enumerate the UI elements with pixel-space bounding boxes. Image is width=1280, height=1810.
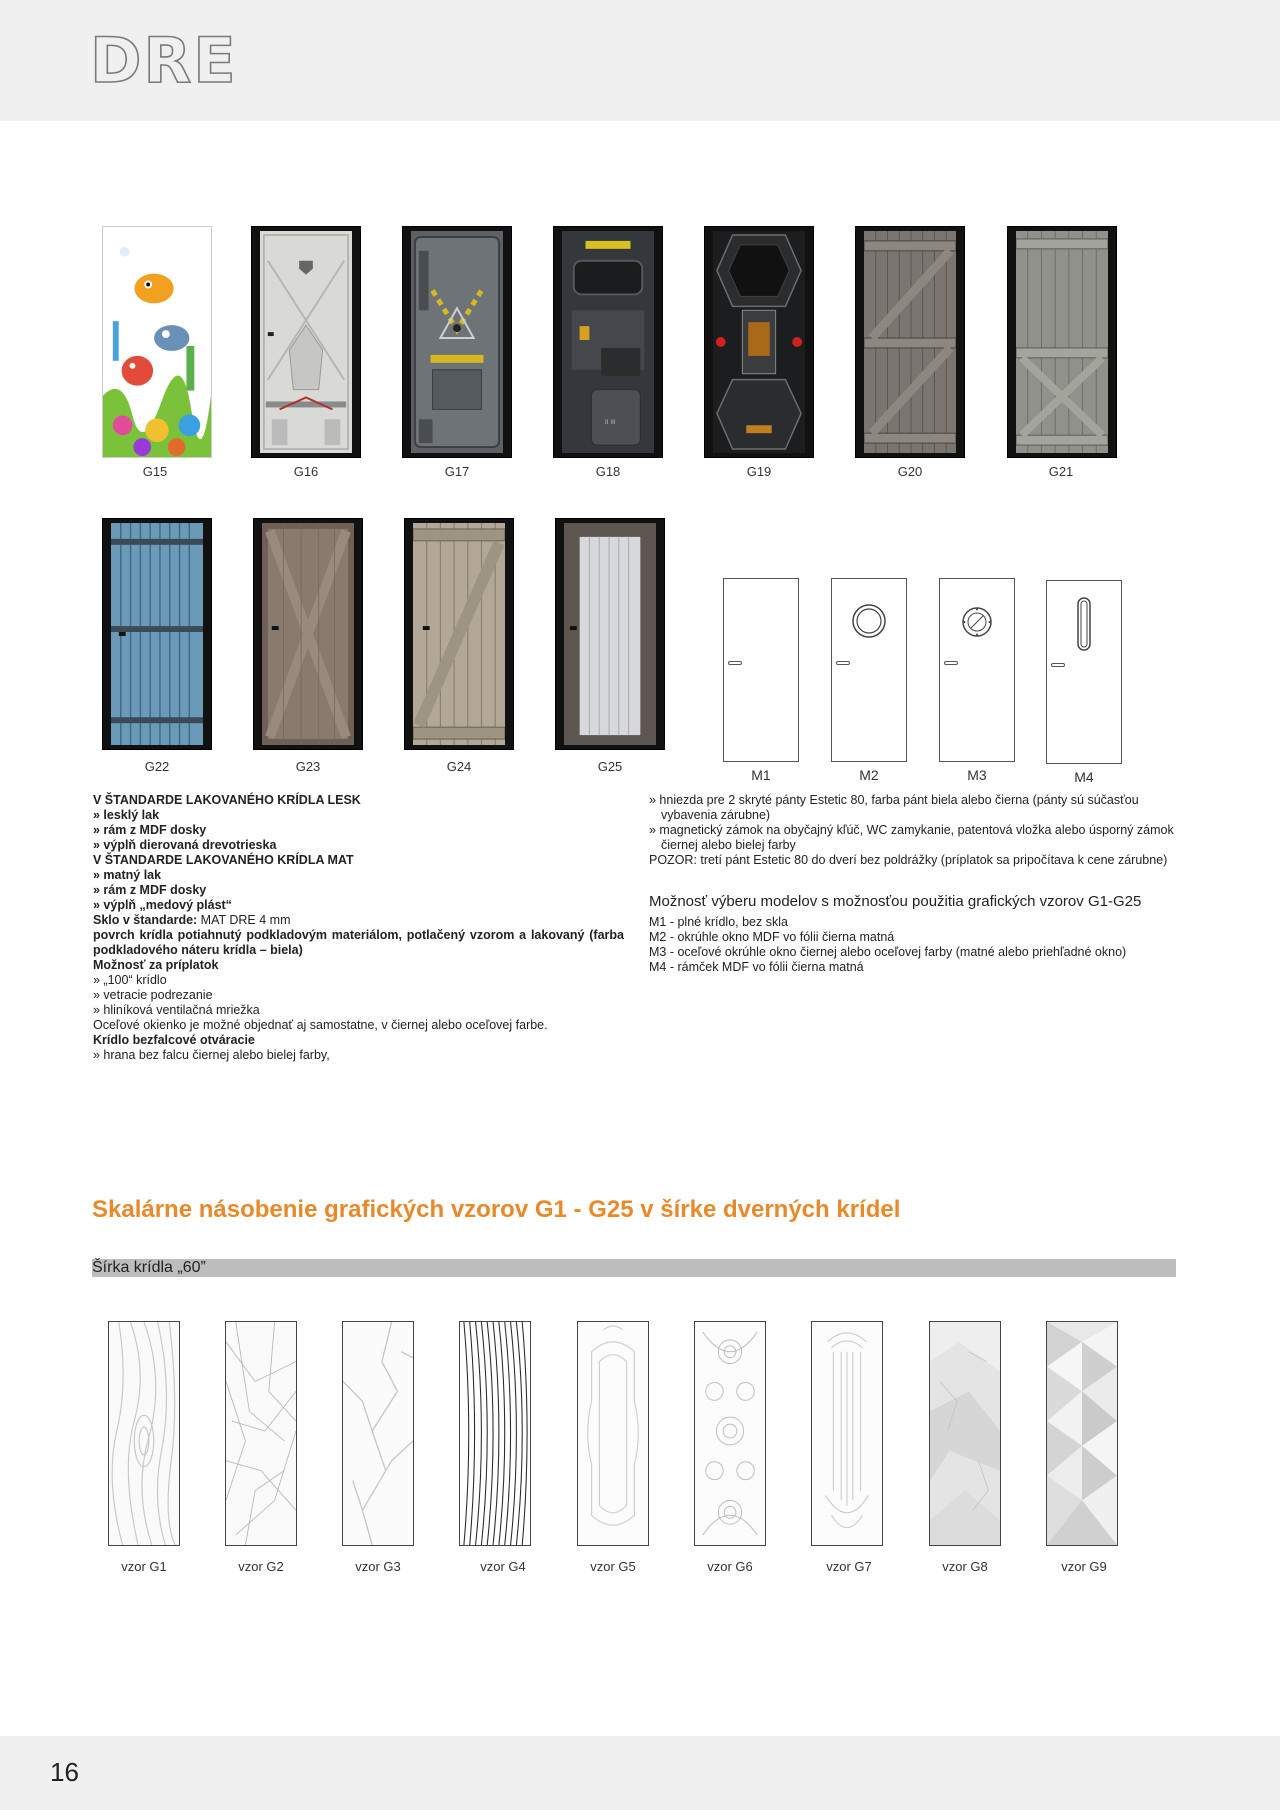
- spec-item: » rám z MDF dosky: [93, 823, 207, 837]
- steel-porthole-icon: [961, 606, 993, 638]
- model-m1-drawing: [723, 578, 799, 762]
- pattern-label-g7: vzor G7: [826, 1559, 872, 1574]
- door-label-g20: G20: [897, 464, 923, 479]
- branches-pattern-icon: [226, 1322, 296, 1545]
- spec-heading-mat: V ŠTANDARDE LAKOVANÉHO KRÍDLA MAT: [93, 853, 354, 867]
- model-description: M1 - plné krídlo, bez skla: [649, 915, 788, 929]
- door-handle-icon: [1051, 663, 1065, 667]
- pattern-g5: [577, 1321, 649, 1546]
- industrial-panel-artwork-icon: [411, 231, 503, 453]
- section-title: Skalárne násobenie grafických vzorov G1 - G25 v šírke dverných krídel: [92, 1196, 901, 1223]
- spec-lock-item: » magnetický zámok na obyčajný kľúč, WC zamykanie, patentová vložka alebo úsporný zámok čiernej alebo bielej farby: [649, 823, 1174, 852]
- spec-left-column: [93, 793, 624, 1063]
- width-bar-label: Šírka krídla „60”: [92, 1259, 206, 1276]
- spec-option-item: » „100“ krídlo: [93, 973, 167, 987]
- width-bar: [92, 1259, 1176, 1277]
- spec-item: » výplň „medový plást“: [93, 898, 232, 912]
- plank-x-artwork-icon: [1016, 231, 1108, 453]
- pattern-g8: [929, 1321, 1001, 1546]
- marble-pattern-icon: [343, 1322, 413, 1545]
- pattern-g6: [694, 1321, 766, 1546]
- model-description: M4 - rámček MDF vo fólii čierna matná: [649, 960, 864, 974]
- door-g16: [251, 226, 361, 458]
- model-m4-drawing: [1046, 580, 1122, 764]
- x-brace-wood-artwork-icon: [262, 523, 354, 745]
- baroque-pattern-icon: [695, 1322, 765, 1545]
- spec-item: » matný lak: [93, 868, 162, 882]
- spec-flush-heading: Krídlo bezfalcové otváracie: [93, 1033, 255, 1047]
- door-label-g16: G16: [293, 464, 319, 479]
- model-m2-drawing: [831, 578, 907, 762]
- geometric-3d-pattern-icon: [1047, 1322, 1117, 1545]
- pattern-label-g6: vzor G6: [707, 1559, 753, 1574]
- wave-lines-pattern-icon: [460, 1322, 530, 1545]
- pattern-label-g2: vzor G2: [238, 1559, 284, 1574]
- door-g25: [555, 518, 665, 750]
- art-deco-pattern-icon: [812, 1322, 882, 1545]
- page-number: 16: [50, 1757, 79, 1787]
- door-label-g18: G18: [595, 464, 621, 479]
- spec-item: » lesklý lak: [93, 808, 160, 822]
- pattern-label-g5: vzor G5: [590, 1559, 636, 1574]
- pattern-label-g3: vzor G3: [355, 1559, 401, 1574]
- spec-flush-item: » hrana bez falcu čiernej alebo bielej farby,: [93, 1048, 330, 1062]
- pattern-label-g8: vzor G8: [942, 1559, 988, 1574]
- door-label-g22: G22: [144, 759, 170, 774]
- door-label-g25: G25: [597, 759, 623, 774]
- spec-right-column: [649, 793, 1189, 975]
- pattern-label-g1: vzor G1: [121, 1559, 167, 1574]
- spec-option-item: » hliníková ventilačná mriežka: [93, 1003, 260, 1017]
- stone-texture-pattern-icon: [930, 1322, 1000, 1545]
- pattern-g7: [811, 1321, 883, 1546]
- svg-text:II III: II III: [605, 420, 616, 427]
- spec-window-note: Oceľové okienko je možné objednať aj samostatne, v čiernej alebo oceľovej farbe.: [93, 1018, 548, 1032]
- model-label-m3: M3: [967, 767, 987, 783]
- model-label-m1: M1: [751, 767, 771, 783]
- pattern-g9: [1046, 1321, 1118, 1546]
- model-description: M2 - okrúhle okno MDF vo fólii čierna matná: [649, 930, 895, 944]
- spec-glass-label: Sklo v štandarde:: [93, 913, 198, 927]
- door-label-g24: G24: [446, 759, 472, 774]
- door-g23: [253, 518, 363, 750]
- spec-heading-lesk: V ŠTANDARDE LAKOVANÉHO KRÍDLA LESK: [93, 793, 361, 807]
- spaceship-panel-artwork-icon: [713, 231, 805, 453]
- blue-planks-artwork-icon: [111, 523, 203, 745]
- door-g15: [102, 226, 212, 458]
- door-handle-icon: [944, 661, 958, 665]
- door-label-g17: G17: [444, 464, 470, 479]
- model-description: M3 - oceľové okrúhle okno čiernej alebo oceľovej farby (matné alebo priehľadné okno): [649, 945, 1127, 959]
- ornament-frame-pattern-icon: [578, 1322, 648, 1545]
- wood-grain-pattern-icon: [109, 1322, 179, 1545]
- door-g21: [1007, 226, 1117, 458]
- diagonal-plank-artwork-icon: [413, 523, 505, 745]
- pattern-g3: [342, 1321, 414, 1546]
- spec-glass-line: [93, 913, 624, 928]
- spec-options-heading: Možnosť za príplatok: [93, 958, 219, 972]
- white-planks-artwork-icon: [564, 523, 656, 745]
- door-label-g19: G19: [746, 464, 772, 479]
- door-g24: [404, 518, 514, 750]
- door-g22: [102, 518, 212, 750]
- model-m3-drawing: [939, 578, 1015, 762]
- spec-hinge-item: » hniezda pre 2 skryté pánty Estetic 80, farba pánt biela alebo čierna (pánty sú súčasťou vybavenia zárubne): [649, 793, 1139, 822]
- spec-surface-note: povrch krídla potiahnutý podkladovým materiálom, potlačený vzorom a lakovaný (farba podkladového náteru krídla – biela): [93, 928, 624, 957]
- spec-option-item: » vetracie podrezanie: [93, 988, 213, 1002]
- pattern-g2: [225, 1321, 297, 1546]
- door-g17: [402, 226, 512, 458]
- pattern-label-g4: vzor G4: [480, 1559, 526, 1574]
- model-label-m2: M2: [859, 767, 879, 783]
- pattern-g1: [108, 1321, 180, 1546]
- spec-item: » výplň dierovaná drevotrieska: [93, 838, 277, 852]
- door-g19: [704, 226, 814, 458]
- models-heading: Možnosť výberu modelov s možnosťou použitia grafických vzorov G1-G25: [649, 893, 1142, 910]
- door-g18: [553, 226, 663, 458]
- barn-wood-artwork-icon: [864, 231, 956, 453]
- door-label-g23: G23: [295, 759, 321, 774]
- spec-item: » rám z MDF dosky: [93, 883, 207, 897]
- door-handle-icon: [836, 661, 850, 665]
- fish-artwork-icon: [103, 227, 211, 457]
- brand-logo: [90, 30, 250, 86]
- slim-frame-window-icon: [1077, 597, 1091, 651]
- pattern-label-g9: vzor G9: [1061, 1559, 1107, 1574]
- spec-warning-note: POZOR: tretí pánt Estetic 80 do dverí bez poldrážky (príplatok sa pripočítava k cene zárubne): [649, 853, 1168, 867]
- door-handle-icon: [728, 661, 742, 665]
- door-label-g21: G21: [1048, 464, 1074, 479]
- pattern-g4: [459, 1321, 531, 1546]
- brand-logo-text: DRE: [90, 30, 238, 86]
- scifi-panel-artwork-icon: [562, 231, 654, 453]
- model-label-m4: M4: [1074, 769, 1094, 785]
- spec-glass-value: MAT DRE 4 mm: [197, 913, 291, 927]
- round-window-icon: [851, 603, 887, 639]
- footer-band: [0, 1736, 1280, 1810]
- door-g20: [855, 226, 965, 458]
- door-label-g15: G15: [142, 464, 168, 479]
- metal-panel-artwork-icon: [260, 231, 352, 453]
